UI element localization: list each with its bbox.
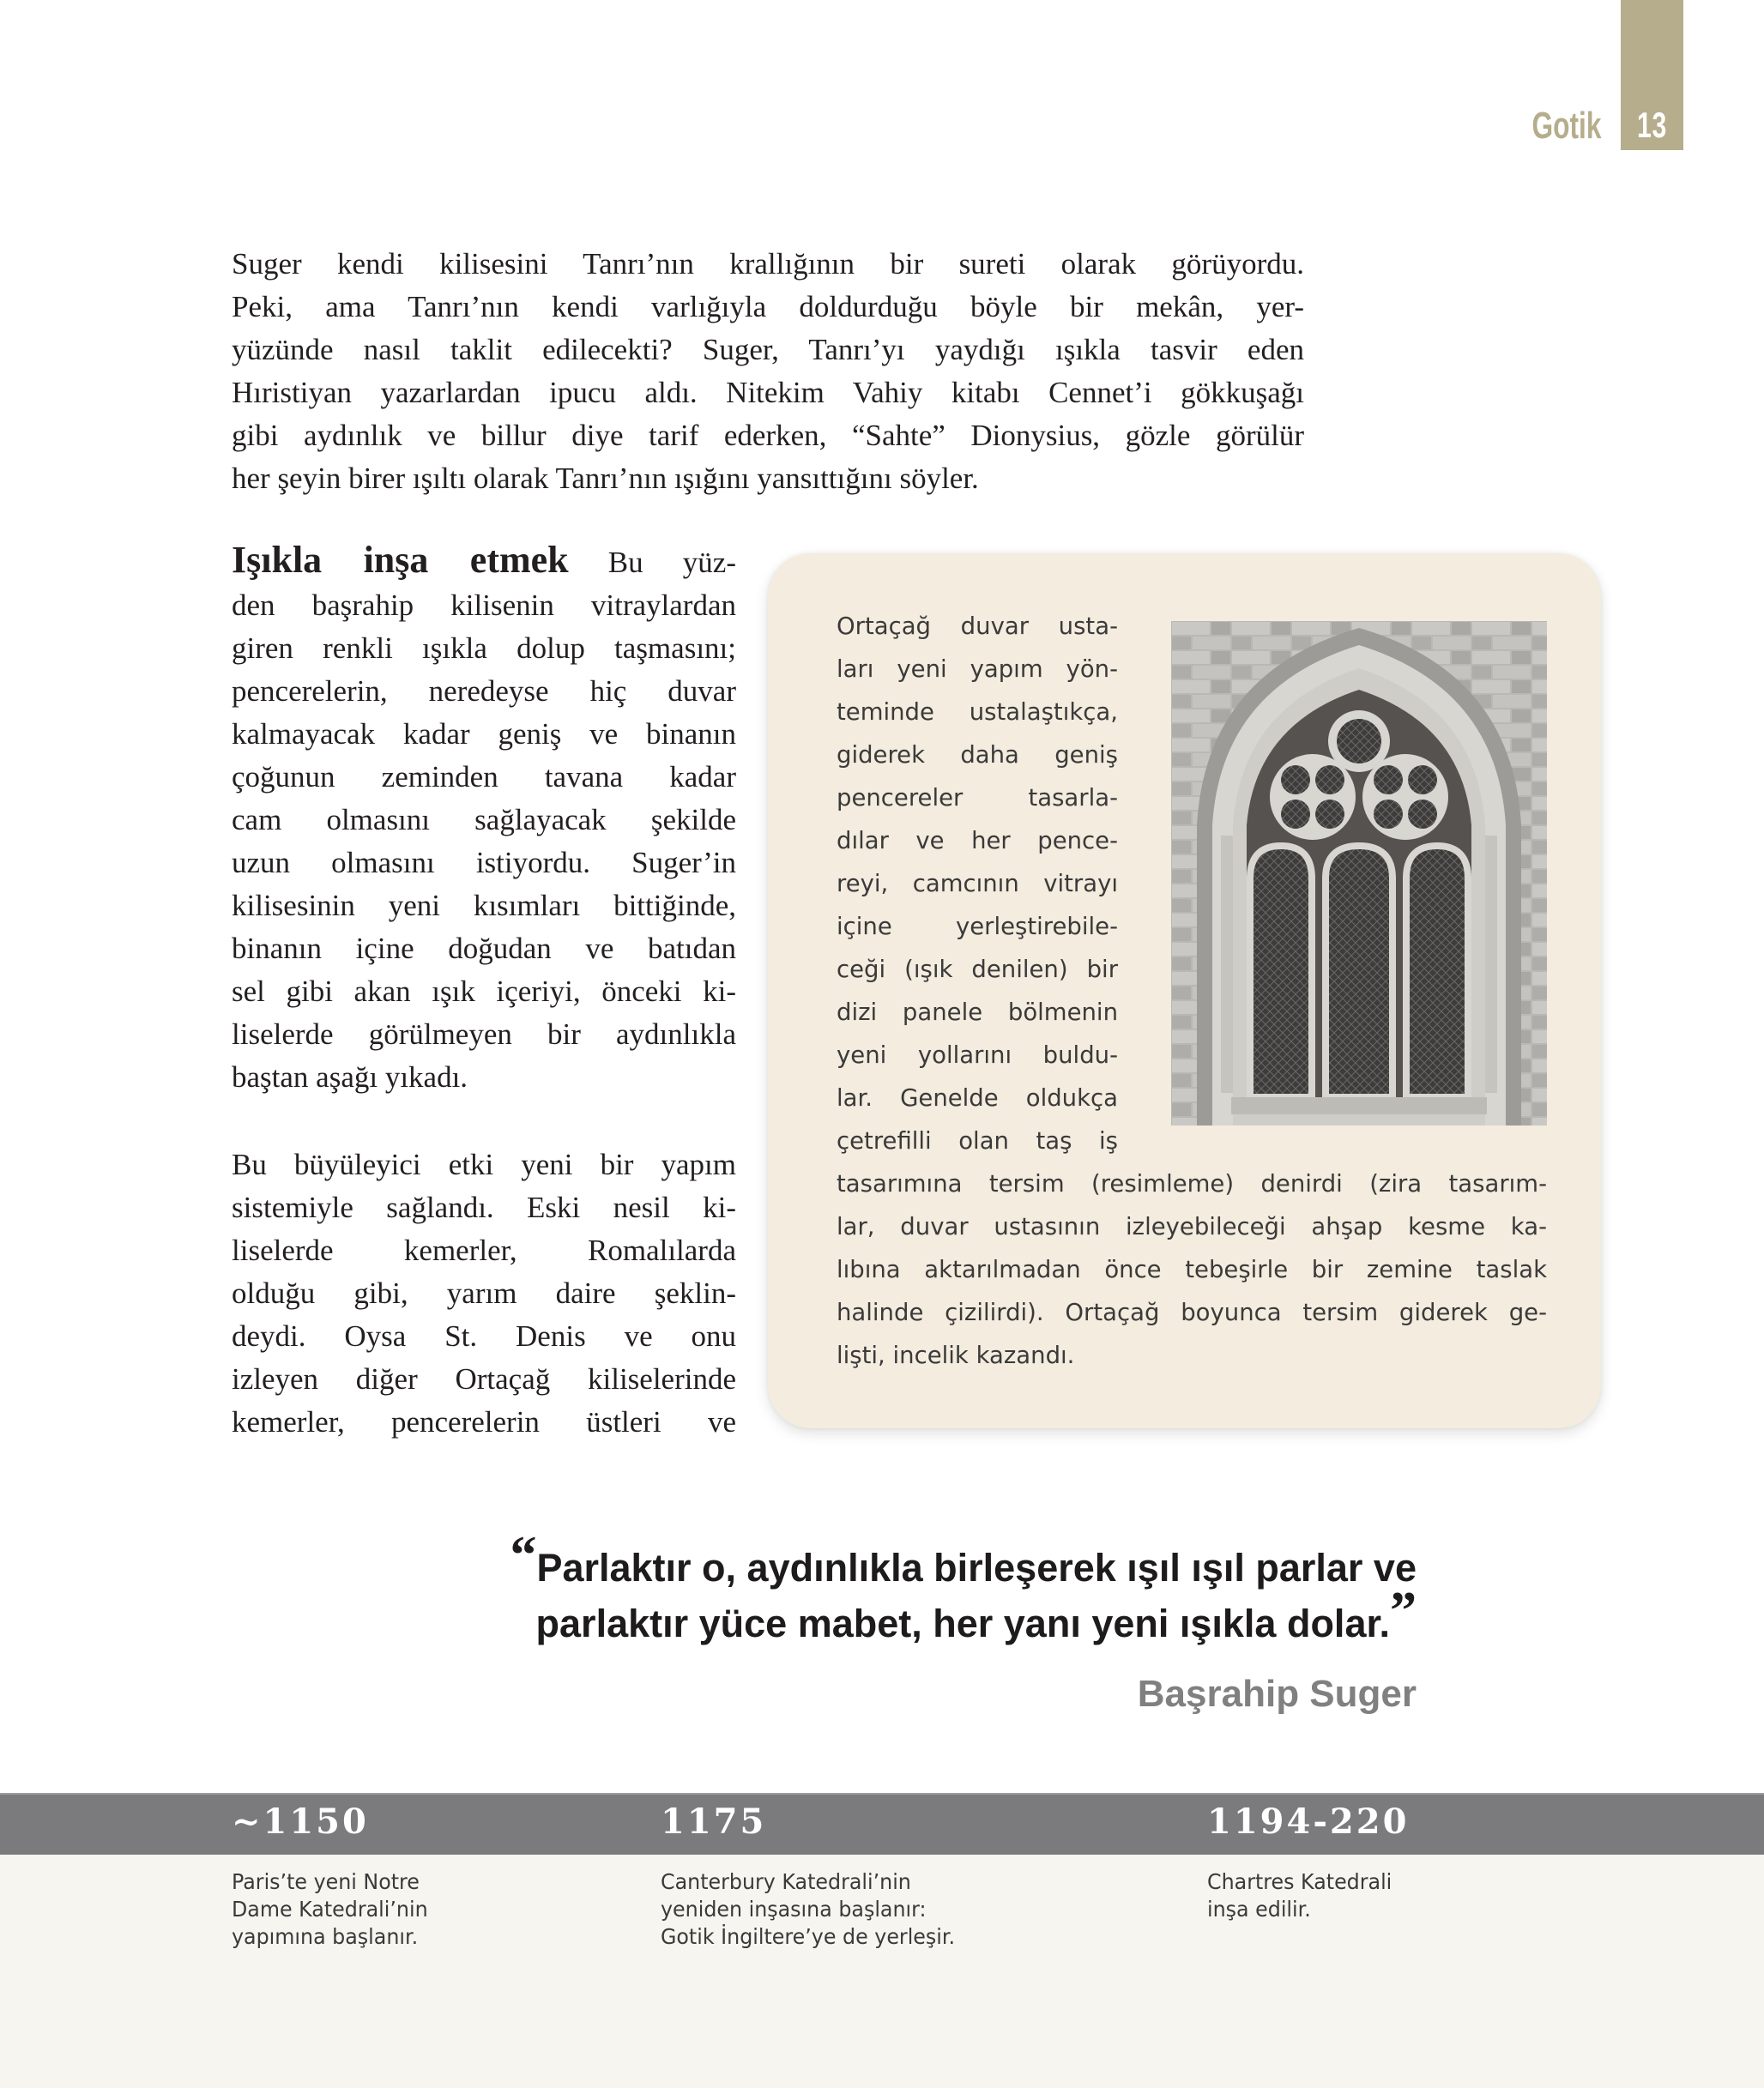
text-line: ları yeni yapım yön- [837, 655, 1118, 683]
text-line: cam olmasını sağlayacak şekilde [232, 803, 736, 836]
text-line: liselerde kemerler, Romalılarda [232, 1234, 736, 1267]
callout-text-narrow [837, 605, 1118, 1162]
text-line: kalmayacak kadar geniş ve binanın [232, 717, 736, 751]
text-line: Peki, ama Tanrı’nın kendi varlığıyla doldurduğu böyle bir mekân, yer- [232, 290, 1304, 323]
quote-text-2: parlaktır yüce mabet, her yanı yeni ışıkla dolar. [535, 1602, 1390, 1645]
text-line: yeni yollarını buldu- [837, 1041, 1118, 1069]
quote-line-2 [387, 1582, 1417, 1651]
text-line: giren renkli ışıkla dolup taşmasını; [232, 631, 736, 665]
text-line: lar, duvar ustasının izleyebileceği ahşap kesme ka- [837, 1213, 1547, 1240]
text-line: dizi panele bölmenin [837, 999, 1118, 1026]
timeline-description: Chartres Katedrali inşa edilir. [1207, 1869, 1392, 1922]
section-heading: Işıkla inşa etmek [232, 539, 569, 581]
text-line: izleyen diğer Ortaçağ kiliselerinde [232, 1362, 736, 1396]
timeline-year: ~1150 [232, 1801, 369, 1842]
page-number: 13 [1636, 105, 1668, 145]
text-line: uzun olmasını istiyordu. Suger’in [232, 846, 736, 879]
text-line: Suger kendi kilisesini Tanrı’nın krallığının bir sureti olarak görüyordu. [232, 247, 1304, 281]
text-line: reyi, camcının vitrayı [837, 870, 1118, 897]
text-line: pencerelerin, neredeyse hiç duvar [232, 674, 736, 708]
callout-text-wide [837, 1162, 1547, 1377]
close-quote-mark: ” [1390, 1582, 1417, 1640]
text-line: ceği (ışık denilen) bir [837, 956, 1118, 983]
timeline-description: Canterbury Katedrali’nin yeniden inşasına başlanır: Gotik İngiltere’ye de yerleşir. [661, 1869, 956, 1949]
text-line: deydi. Oysa St. Denis ve onu [232, 1319, 736, 1353]
text-line: kilisesinin yeni kısımları bittiğinde, [232, 889, 736, 922]
text-line: dılar ve her pence- [837, 827, 1118, 854]
text-line: içine yerleştirebile- [837, 913, 1118, 940]
lead-text: Bu yüz- [607, 546, 736, 579]
quote-line-1 [387, 1526, 1417, 1596]
text-line: giderek daha geniş [837, 741, 1118, 769]
text-line: lıbına aktarılmadan önce tebeşirle bir zemine taslak [837, 1256, 1547, 1283]
section-title: Gotik [1531, 105, 1601, 147]
text-line: çoğunun zeminden tavana kadar [232, 760, 736, 794]
timeline-description: Paris’te yeni Notre Dame Katedrali’nin yapımına başlanır. [232, 1869, 428, 1949]
text-line: yüzünde nasıl taklit edilecekti? Suger, Tanrı’yı yaydığı ışıkla tasvir eden [232, 333, 1304, 366]
intro-paragraph [232, 243, 1304, 500]
text-line: tasarımına tersim (resimleme) denirdi (zira tasarım- [837, 1170, 1547, 1198]
gothic-window-photo [1171, 621, 1547, 1125]
text-line: gibi aydınlık ve billur diye tarif ederken, “Sahte” Dionysius, gözle görülür [232, 419, 1304, 452]
text-line: pencereler tasarla- [837, 784, 1118, 812]
text-line: Ortaçağ duvar usta- [837, 613, 1118, 640]
text-line: lişti, incelik kazandı. [837, 1342, 1075, 1369]
pull-quote [387, 1526, 1417, 1651]
text-line: lar. Genelde oldukça [837, 1084, 1118, 1112]
open-quote-mark: “ [510, 1526, 537, 1584]
text-line: den başrahip kilisenin vitraylardan [232, 588, 736, 622]
text-line: olduğu gibi, yarım daire şeklin- [232, 1276, 736, 1310]
gothic-window-illustration [1171, 621, 1547, 1125]
section-paragraph-2 [232, 1144, 736, 1444]
text-line: Hıristiyan yazarlardan ipucu aldı. Nitekim Vahiy kitabı Cennet’i gökkuşağı [232, 376, 1304, 409]
text-line: liselerde görülmeyen bir aydınlıkla [232, 1017, 736, 1051]
text-line: teminde ustalaştıkça, [837, 698, 1118, 726]
text-line: sel gibi akan ışık içeriyi, önceki ki- [232, 975, 736, 1008]
text-line: halinde çizilirdi). Ortaçağ boyunca tersim giderek ge- [837, 1299, 1547, 1326]
quote-text-1: Parlaktır o, aydınlıkla birleşerek ışıl ışıl parlar ve [536, 1546, 1417, 1590]
text-line: baştan aşağı yıkadı. [232, 1060, 468, 1094]
lead-line [232, 539, 736, 584]
text-line: sistemiyle sağlandı. Eski nesil ki- [232, 1191, 736, 1224]
text-line: kemerler, pencerelerin üstleri ve [232, 1405, 736, 1439]
text-line: çetrefilli olan taş iş [837, 1127, 1118, 1155]
quote-author: Başrahip Suger [1137, 1673, 1417, 1715]
timeline-year: 1194-220 [1207, 1801, 1410, 1842]
text-line: Bu büyüleyici etki yeni bir yapım [232, 1148, 736, 1181]
timeline-year: 1175 [661, 1801, 767, 1842]
text-line: her şeyin birer ışıltı olarak Tanrı’nın ışığını yansıttığını söyler. [232, 462, 979, 495]
text-line: binanın içine doğudan ve batıdan [232, 932, 736, 965]
section-paragraph-1 [232, 539, 736, 1099]
